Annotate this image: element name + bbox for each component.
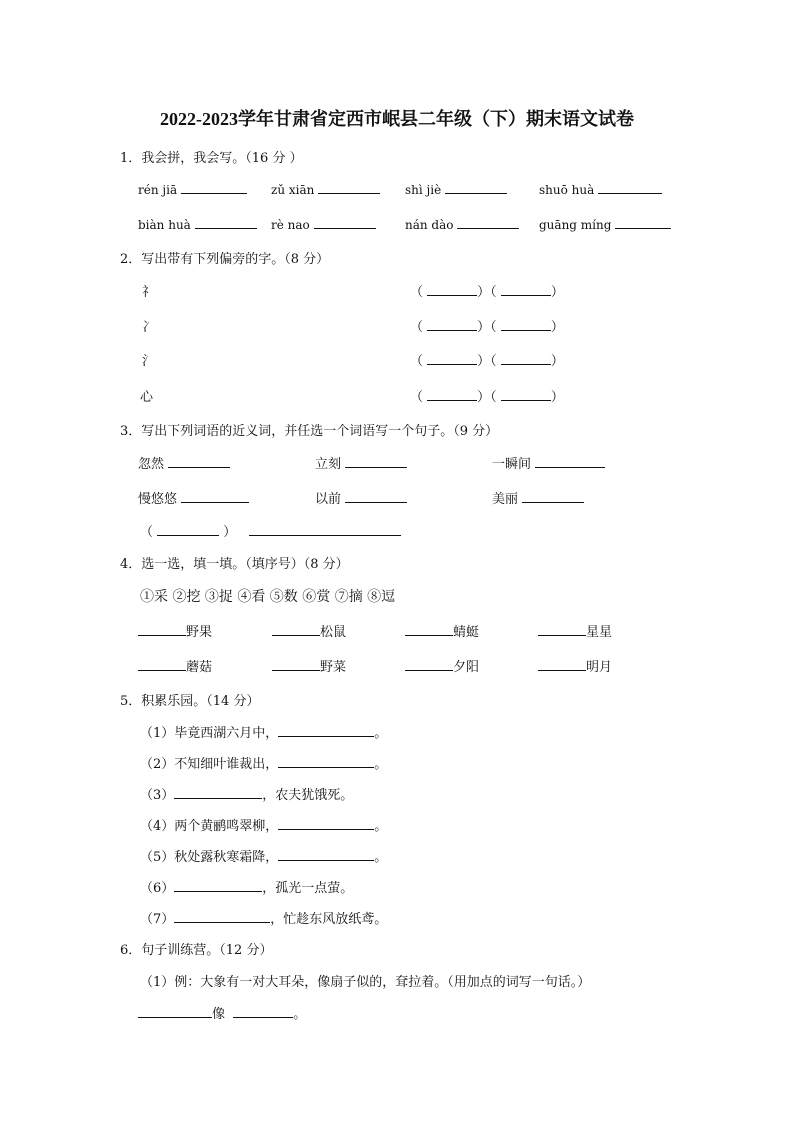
fill-item: 蜻蜓 — [405, 621, 479, 640]
answer-blank[interactable] — [538, 658, 586, 671]
answer-blank[interactable] — [427, 283, 477, 296]
answer-blank[interactable] — [598, 181, 662, 194]
poem-line: （1）毕竟西湖六月中， 。 — [140, 726, 388, 741]
radical-label: 氵 — [142, 354, 156, 369]
answer-blank[interactable] — [501, 352, 551, 365]
answer-blank[interactable] — [318, 181, 380, 194]
radical-answer-pair: （ ）（ ） — [410, 390, 564, 405]
fill-item: 松鼠 — [272, 621, 346, 640]
answer-blank[interactable] — [501, 283, 551, 296]
answer-blank[interactable] — [233, 1005, 293, 1018]
answer-blank[interactable] — [345, 490, 407, 503]
answer-blank[interactable] — [278, 817, 374, 830]
question-3-prompt: 3．写出下列词语的近义词，并任选一个词语写一个句子。（9 分） — [120, 424, 499, 439]
synonym-item: 慢悠悠 — [138, 488, 249, 507]
poem-line: （6） ，孤光一点萤。 — [140, 881, 354, 896]
question-6-prompt: 6．句子训练营。（12 分） — [120, 943, 273, 958]
answer-blank[interactable] — [314, 216, 376, 229]
pinyin-item: rè nao — [271, 216, 376, 232]
answer-blank[interactable] — [157, 523, 219, 536]
answer-blank[interactable] — [195, 216, 257, 229]
radical-label: 礻 — [142, 285, 156, 300]
answer-blank[interactable] — [615, 216, 671, 229]
synonym-item: 忽然 — [138, 453, 230, 472]
fill-item: 夕阳 — [405, 656, 479, 675]
sentence-answer-row: 像 。 — [138, 1003, 306, 1022]
poem-line: （4）两个黄鹂鸣翠柳， 。 — [140, 819, 388, 834]
radical-label: 冫 — [142, 320, 156, 335]
answer-blank[interactable] — [174, 786, 262, 799]
answer-blank[interactable] — [501, 388, 551, 401]
sentence-blank[interactable] — [249, 523, 401, 536]
answer-blank[interactable] — [138, 1005, 212, 1018]
pinyin-item: rén jiā — [138, 181, 247, 197]
answer-blank[interactable] — [278, 724, 374, 737]
answer-blank[interactable] — [405, 658, 453, 671]
answer-blank[interactable] — [272, 658, 320, 671]
fill-item: 野菜 — [272, 656, 346, 675]
answer-blank[interactable] — [445, 181, 507, 194]
radical-answer-pair: （ ）（ ） — [410, 354, 564, 369]
answer-blank[interactable] — [405, 623, 453, 636]
pinyin-item: shì jiè — [405, 181, 507, 197]
answer-blank[interactable] — [138, 623, 186, 636]
fill-item: 蘑菇 — [138, 656, 212, 675]
synonym-item: 美丽 — [492, 488, 584, 507]
answer-blank[interactable] — [522, 490, 584, 503]
answer-blank[interactable] — [278, 755, 374, 768]
answer-blank[interactable] — [538, 623, 586, 636]
poem-line: （5）秋处露秋寒霜降， 。 — [140, 850, 388, 865]
pinyin-item: nán dào — [405, 216, 519, 232]
synonym-item: 一瞬间 — [492, 453, 605, 472]
fill-item: 野果 — [138, 621, 212, 640]
radical-label: 心 — [140, 390, 154, 405]
pinyin-item: shuō huà — [539, 181, 662, 197]
answer-blank[interactable] — [272, 623, 320, 636]
question-5-prompt: 5．积累乐园。（14 分） — [120, 694, 260, 709]
answer-blank[interactable] — [138, 658, 186, 671]
answer-blank[interactable] — [174, 910, 270, 923]
answer-blank[interactable] — [501, 318, 551, 331]
fill-item: 明月 — [538, 656, 612, 675]
page-title: 2022-2023学年甘肃省定西市岷县二年级（下）期末语文试卷 — [160, 109, 634, 129]
question-2-prompt: 2．写出带有下列偏旁的字。（8 分） — [120, 252, 330, 267]
answer-blank[interactable] — [345, 455, 407, 468]
option-list: ①采 ②挖 ③捉 ④看 ⑤数 ⑥赏 ⑦摘 ⑧逗 — [140, 589, 396, 605]
pinyin-item: biàn huà — [138, 216, 257, 232]
poem-line: （3） ，农夫犹饿死。 — [140, 788, 354, 803]
sentence-answer-row: （ ） — [140, 521, 401, 540]
answer-blank[interactable] — [168, 455, 230, 468]
radical-answer-pair: （ ）（ ） — [410, 320, 564, 335]
radical-answer-pair: （ ）（ ） — [410, 285, 564, 300]
answer-blank[interactable] — [181, 181, 247, 194]
poem-line: （2）不知细叶谁裁出， 。 — [140, 757, 388, 772]
answer-blank[interactable] — [427, 352, 477, 365]
question-4-prompt: 4．选一选，填一填。（填序号）（8 分） — [120, 557, 349, 572]
poem-line: （7） ，忙趁东风放纸鸢。 — [140, 912, 388, 927]
answer-blank[interactable] — [174, 879, 262, 892]
synonym-item: 立刻 — [315, 453, 407, 472]
answer-blank[interactable] — [427, 318, 477, 331]
example-sentence: （1）例：大象有一对大耳朵，像扇子似的，耷拉着。（用加点的词写一句话。） — [140, 975, 591, 990]
answer-blank[interactable] — [181, 490, 249, 503]
pinyin-item: zǔ xiān — [271, 181, 380, 197]
fill-item: 星星 — [538, 621, 612, 640]
answer-blank[interactable] — [457, 216, 519, 229]
answer-blank[interactable] — [427, 388, 477, 401]
answer-blank[interactable] — [535, 455, 605, 468]
question-1-prompt: 1．我会拼，我会写。（16 分 ） — [120, 151, 303, 166]
answer-blank[interactable] — [278, 848, 374, 861]
pinyin-item: guāng míng — [539, 216, 671, 232]
synonym-item: 以前 — [315, 488, 407, 507]
